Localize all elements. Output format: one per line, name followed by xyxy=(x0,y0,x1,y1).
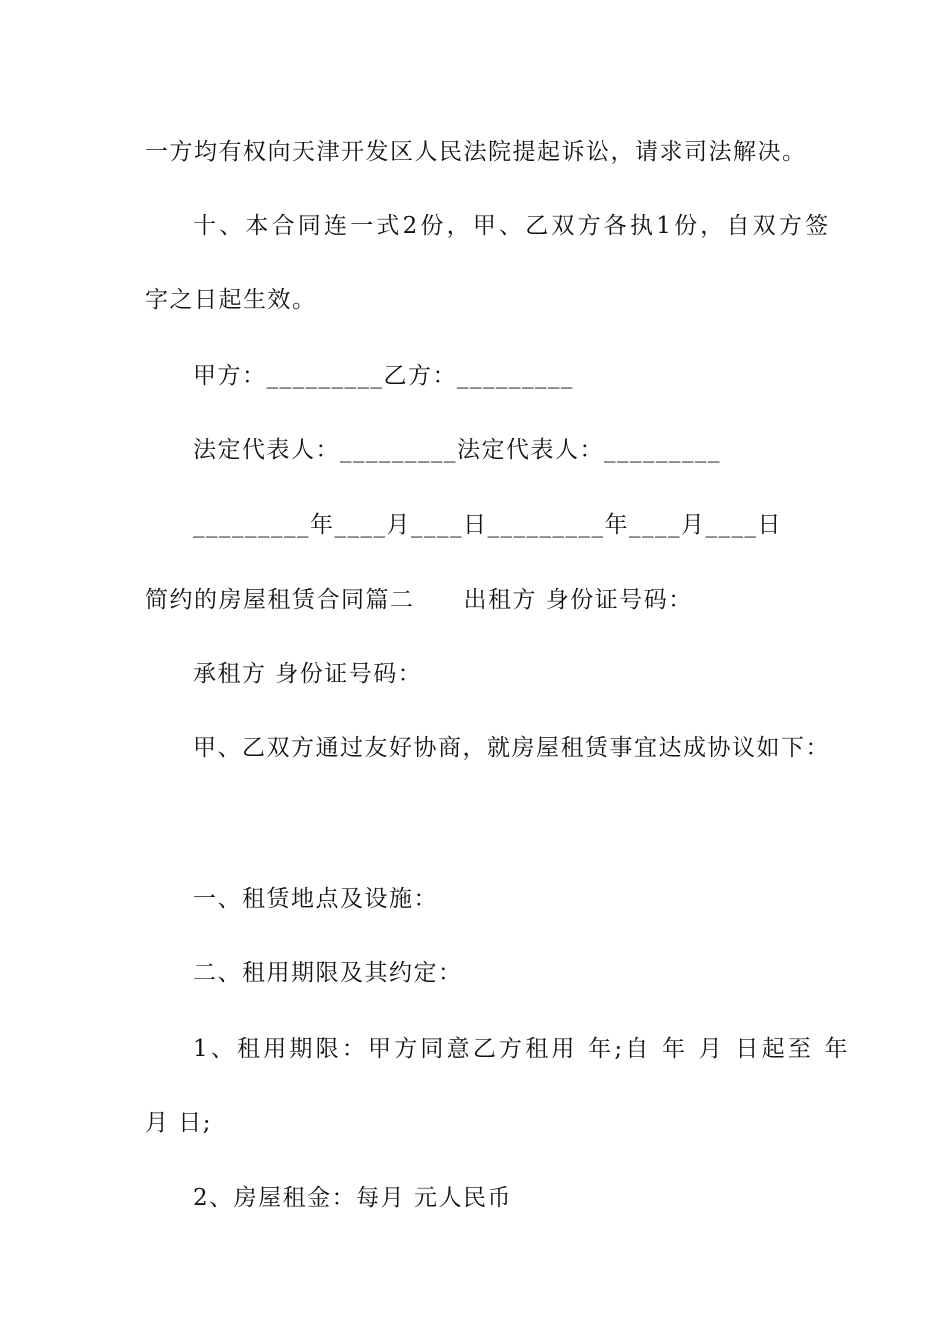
signature-representative-line: 法定代表人：_________法定代表人：_________ xyxy=(193,437,721,463)
clause-lease-period-continued: 月 日; xyxy=(145,1110,213,1136)
paragraph-dispute-clause: 一方均有权向天津开发区人民法院提起诉讼，请求司法解决。 xyxy=(145,139,807,165)
clause-lease-term: 二、租用期限及其约定： xyxy=(193,960,463,986)
paragraph-clause-ten-continued: 字之日起生效。 xyxy=(145,287,317,313)
signature-party-line: 甲方：_________乙方：_________ xyxy=(193,363,574,389)
section-heading-contract-two: 简约的房屋租赁合同篇二 出租方 身份证号码： xyxy=(145,587,693,613)
paragraph-clause-ten: 十、本合同连一式2份，甲、乙双方各执1份，自双方签 xyxy=(193,213,832,239)
signature-date-line: _________年____月____日_________年____月____日 xyxy=(193,512,782,538)
clause-lease-period: 1、租用期限：甲方同意乙方租用 年;自 年 月 日起至 年 xyxy=(193,1036,851,1062)
agreement-intro: 甲、乙双方通过友好协商，就房屋租赁事宜达成协议如下： xyxy=(193,735,830,761)
clause-monthly-rent: 2、房屋租金：每月 元人民币 xyxy=(193,1185,512,1211)
lessee-id-line: 承租方 身份证号码： xyxy=(193,661,423,687)
clause-location-facilities: 一、租赁地点及设施： xyxy=(193,886,438,912)
